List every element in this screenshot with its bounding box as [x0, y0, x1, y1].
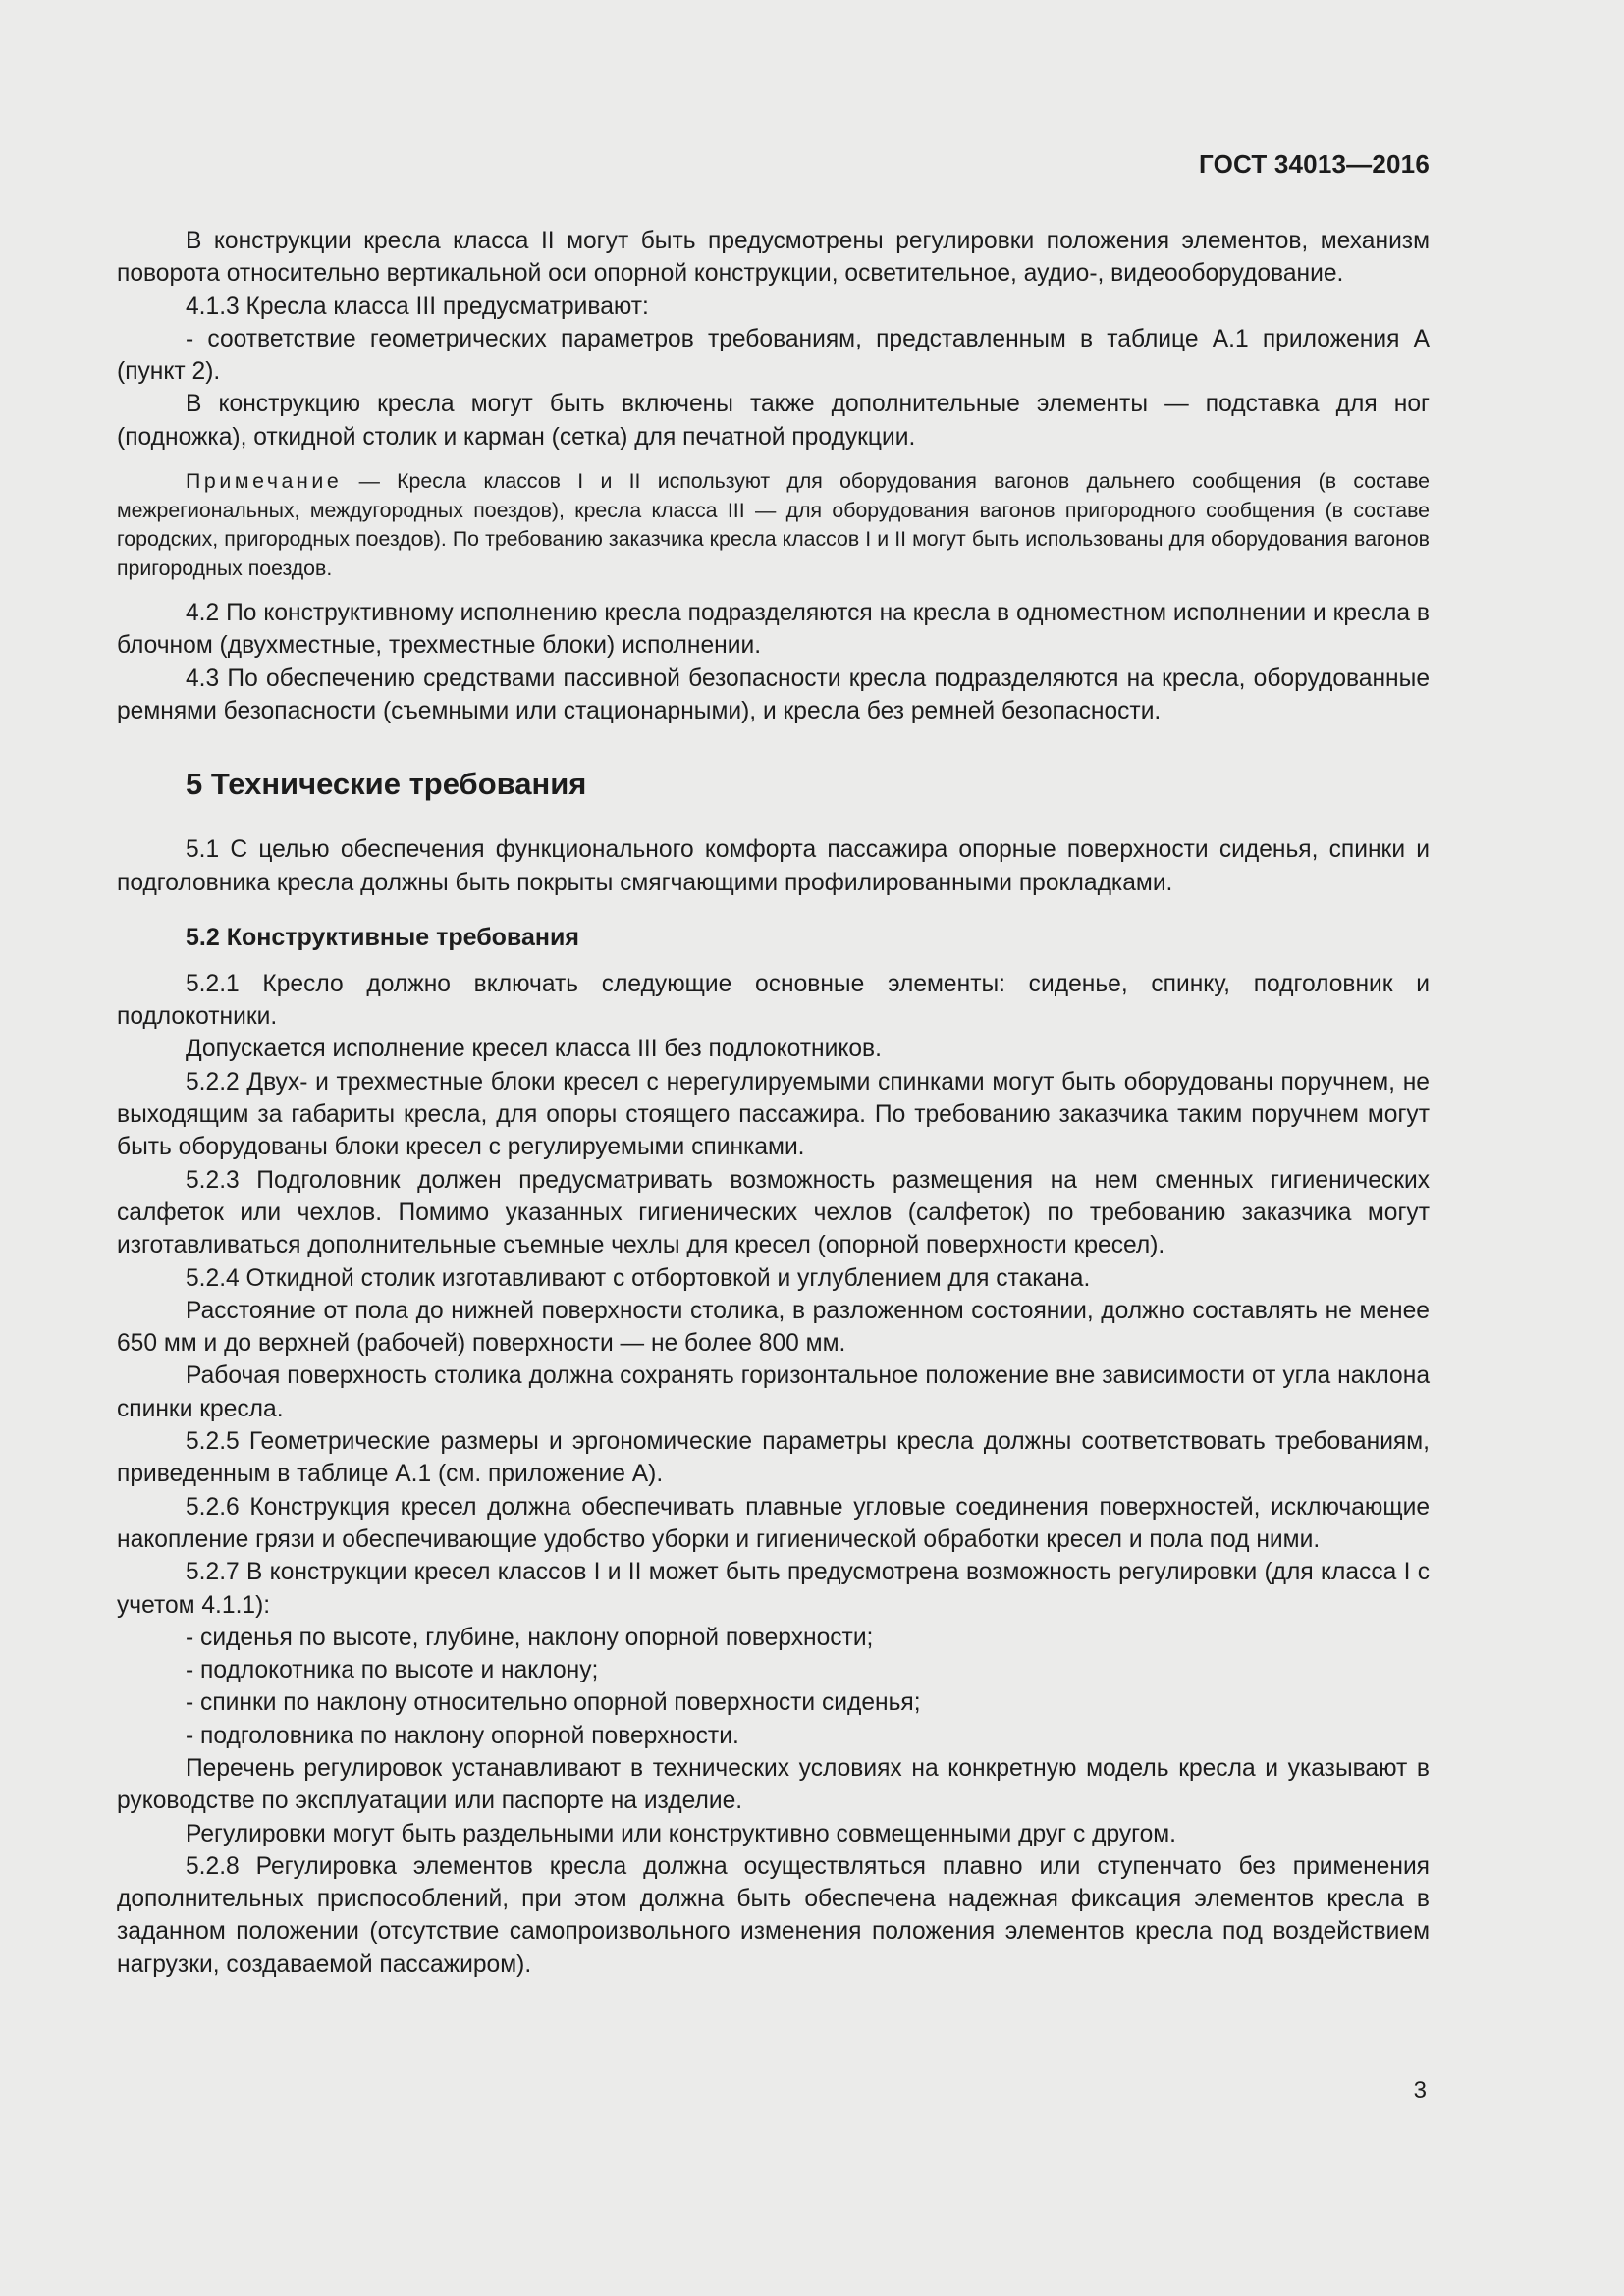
list-item: - подлокотника по высоте и наклону; — [186, 1657, 599, 1684]
list-item: - подголовника по наклону опорной поверхности. — [186, 1722, 739, 1749]
paragraph: 5.2.7 В конструкции кресел классов I и II может быть предусмотрена возможность регулировки (для класса I с учетом 4.1.1): — [117, 1559, 1430, 1619]
subsection-heading: 5.2 Конструктивные требования — [186, 923, 579, 951]
list-item: - спинки по наклону относительно опорной поверхности сиденья; — [186, 1689, 921, 1717]
paragraph: 5.2.4 Откидной столик изготавливают с отбортовкой и углублением для стакана. — [186, 1264, 1091, 1292]
paragraph: В конструкции кресла класса II могут быть предусмотрены регулировки положения элементов, механизм поворота относительно вертикальной оси опорной конструкции, осветительное, аудио-, видеооборудование. — [117, 228, 1430, 288]
paragraph: - соответствие геометрических параметров требованиям, представленным в таблице А.1 приложения А (пункт 2). — [117, 325, 1430, 386]
paragraph: 4.3 По обеспечению средствами пассивной безопасности кресла подразделяются на кресла, оборудованные ремнями безопасности (съемными или стационарными), и кресла без ремней безопасности. — [117, 665, 1430, 724]
paragraph: Регулировки могут быть раздельными или конструктивно совмещенными друг с другом. — [186, 1820, 1176, 1847]
paragraph: 5.2.2 Двух- и трехместные блоки кресел с нерегулируемыми спинками могут быть оборудованы поручнем, не выходящим за габариты кресла, для опоры стоящего пассажира. По требованию заказчика таким поручнем могут быть оборудованы блоки кресел с регулируемыми спинками. — [117, 1068, 1430, 1161]
paragraph: 4.2 По конструктивному исполнению кресла подразделяются на кресла в одноместном исполнении и кресла в блочном (двухместные, трехместные блоки) исполнении. — [117, 600, 1430, 660]
note-text: — Кресла классов I и II используют для оборудования вагонов дальнего сообщения (в составе межрегиональных, междугородных поездов), кресла класса III — для оборудования вагонов пригородного сообщения (в составе городских, пригородных поездов). По требованию заказчика кресла классов I и II могут быть использованы для оборудования вагонов пригородных поездов. — [117, 469, 1430, 580]
paragraph: 5.2.5 Геометрические размеры и эргономические параметры кресла должны соответствовать требованиям, приведенным в таблице А.1 (см. приложение А). — [117, 1428, 1430, 1488]
paragraph: 5.1 С целью обеспечения функционального комфорта пассажира опорные поверхности сиденья, спинки и подголовника кресла должны быть покрыты смягчающими профилированными прокладками. — [117, 836, 1430, 896]
paragraph: 4.1.3 Кресла класса III предусматривают: — [186, 293, 649, 320]
document-code-header: ГОСТ 34013—2016 — [1199, 149, 1430, 179]
document-body — [117, 225, 1430, 1981]
paragraph: Допускается исполнение кресел класса III без подлокотников. — [186, 1036, 882, 1063]
paragraph: Перечень регулировок устанавливают в технических условиях на конкретную модель кресла и указывают в руководстве по эксплуатации или паспорте на изделие. — [117, 1754, 1430, 1815]
paragraph: В конструкцию кресла могут быть включены также дополнительные элементы — подставка для ног (подножка), откидной столик и карман (сетка) для печатной продукции. — [117, 391, 1430, 451]
list-item: - сиденья по высоте, глубине, наклону опорной поверхности; — [186, 1624, 874, 1651]
paragraph: 5.2.6 Конструкция кресел должна обеспечивать плавные угловые соединения поверхностей, исключающие накопление грязи и обеспечивающие удобство уборки и гигиенической обработки кресел и пола под ними. — [117, 1493, 1430, 1553]
page-number: 3 — [1413, 2077, 1427, 2104]
paragraph: 5.2.8 Регулировка элементов кресла должна осуществляться плавно или ступенчато без применения дополнительных приспособлений, при этом должна быть обеспечена надежная фиксация элементов кресла в заданном положении (отсутствие самопроизвольного изменения положения элементов кресла под воздействием нагрузки, создаваемой пассажиром). — [117, 1852, 1430, 1978]
paragraph: Рабочая поверхность столика должна сохранять горизонтальное положение вне зависимости от угла наклона спинки кресла. — [117, 1362, 1430, 1422]
note-label: Примечание — [186, 469, 343, 494]
paragraph: 5.2.1 Кресло должно включать следующие основные элементы: сиденье, спинку, подголовник и подлокотники. — [117, 970, 1430, 1031]
paragraph: Расстояние от пола до нижней поверхности столика, в разложенном состоянии, должно составлять не менее 650 мм и до верхней (рабочей) поверхности — не более 800 мм. — [117, 1297, 1430, 1358]
paragraph: 5.2.3 Подголовник должен предусматривать возможность размещения на нем сменных гигиенических салфеток или чехлов. Помимо указанных гигиенических чехлов (салфеток) по требованию заказчика могут изготавливаться дополнительные съемные чехлы для кресел (опорной поверхности кресел). — [117, 1166, 1430, 1259]
section-heading: 5 Технические требования — [186, 767, 587, 802]
note-paragraph — [117, 467, 1430, 583]
